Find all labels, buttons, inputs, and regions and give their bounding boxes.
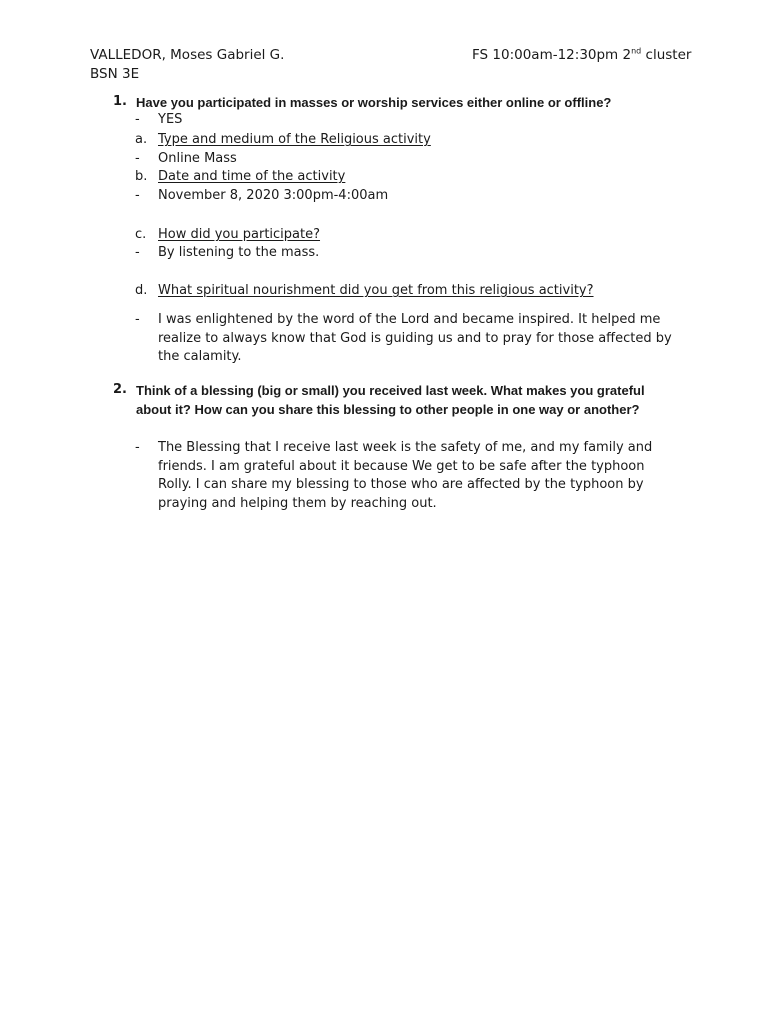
subquestion-label: How did you participate? <box>158 227 321 242</box>
class-schedule: FS 10:00am-12:30pm 2nd cluster <box>472 46 692 63</box>
subquestion-label: Date and time of the activity <box>158 169 346 184</box>
subquestion-label: Type and medium of the Religious activity <box>158 132 431 147</box>
dash-bullet: - <box>135 188 140 203</box>
question-1 <box>113 93 693 112</box>
answer-text: YES <box>158 112 183 127</box>
subquestion-marker: b. <box>135 169 148 184</box>
subquestion-label: What spiritual nourishment did you get from this religious activity? <box>158 283 594 298</box>
subquestion-marker: c. <box>135 227 147 242</box>
question-2 <box>113 381 693 419</box>
answer-text: Online Mass <box>158 151 237 166</box>
ordinal-suffix: nd <box>631 46 642 56</box>
dash-bullet: - <box>135 440 140 455</box>
course-section: BSN 3E <box>90 66 140 82</box>
dash-bullet: - <box>135 151 140 166</box>
question-text: Think of a blessing (big or small) you received last week. What makes you grateful about it? How can you share this blessing to other people in one way or another? <box>136 383 645 417</box>
document-header <box>90 46 690 84</box>
question-number: 1. <box>113 94 127 109</box>
answer-paragraph: I was enlightened by the word of the Lord and became inspired. It helped me realize to always know that God is guiding us and to pray for those affected by the calamity. <box>158 312 672 364</box>
dash-bullet: - <box>135 312 140 327</box>
answer-text: By listening to the mass. <box>158 245 320 260</box>
answer-text: November 8, 2020 3:00pm-4:00am <box>158 188 389 203</box>
question-text: Have you participated in masses or worship services either online or offline? <box>136 95 612 110</box>
dash-bullet: - <box>135 112 140 127</box>
answer-paragraph: The Blessing that I receive last week is the safety of me, and my family and friends. I am grateful about it because We get to be safe after the typhoon Rolly. I can share my blessing to those who are affected by the typhoon by praying and helping them by reaching out. <box>158 440 653 511</box>
subquestion-marker: d. <box>135 283 148 298</box>
question-number: 2. <box>113 382 127 397</box>
student-name: VALLEDOR, Moses Gabriel G. <box>90 47 285 63</box>
dash-bullet: - <box>135 245 140 260</box>
subquestion-marker: a. <box>135 132 148 147</box>
